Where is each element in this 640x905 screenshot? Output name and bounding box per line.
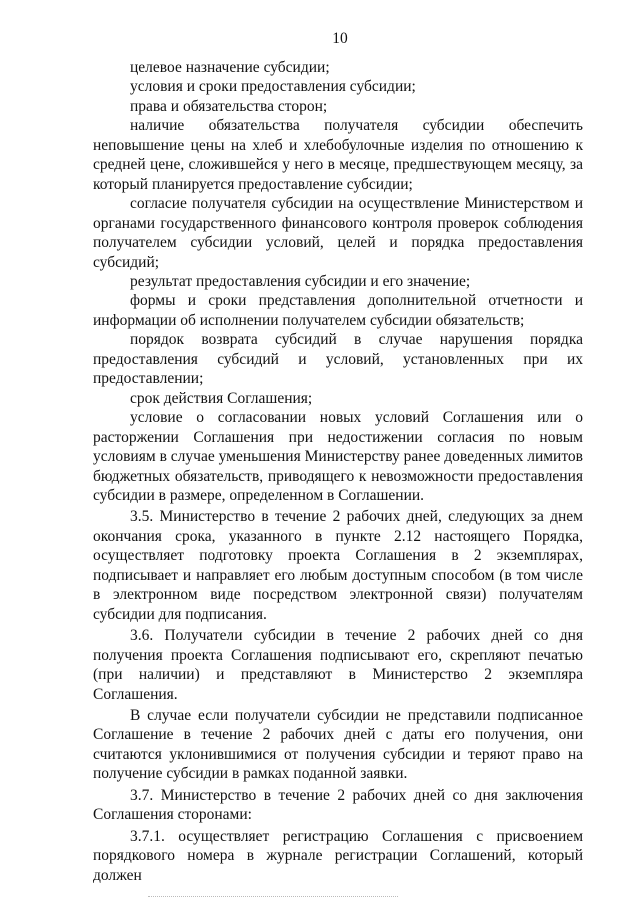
paragraph-non-submission: В случае если получатели субсидии не представили подписанное Соглашение в течение 2 рабочих дней с даты его получения, они считаются уклонившимися от получения субсидии и теряют право на получение субсидии в рамках поданной заявки. xyxy=(93,706,583,783)
paragraph-conditions-terms: условия и сроки предоставления субсидии; xyxy=(130,78,416,96)
page-number: 10 xyxy=(332,30,348,47)
scan-edge-line xyxy=(148,896,398,897)
paragraph-new-conditions: условие о согласовании новых условий Соглашения или о расторжении Соглашения при недостижении согласия по новым условиям в случае уменьшения Министерству ранее доведенных лимитов бюджетных обязательств, приводящего к невозможности предоставления субсидии в размере, определенном в Соглашении. xyxy=(93,409,583,504)
paragraph-result: результат предоставления субсидии и его значение; xyxy=(130,272,471,290)
paragraph-refund-procedure: порядок возврата субсидий в случае нарушения порядка предоставления субсидий и условий, установленных при их предоставлении; xyxy=(93,331,583,388)
paragraph-reporting: формы и сроки представления дополнительной отчетности и информации об исполнении получателем субсидии обязательств; xyxy=(93,292,583,329)
paragraph-consent-inspections: согласие получателя субсидии на осуществление Министерством и органами государственного финансового контроля проверок соблюдения получателем субсидии условий, целей и порядка предоставления субсидий; xyxy=(93,195,583,271)
paragraph-agreement-term: срок действия Соглашения; xyxy=(130,389,313,407)
paragraph-3-6: 3.6. Получатели субсидии в течение 2 рабочих дней со дня получения проекта Соглашения подписывают его, скрепляют печатью (при наличии) и представляют в Министерство 2 экземпляра Соглашения. xyxy=(93,627,583,703)
document-body xyxy=(93,58,583,885)
paragraph-3-7-1: 3.7.1. осуществляет регистрацию Соглашения с присвоением порядкового номера в журнале регистрации Соглашений, который должен xyxy=(93,827,583,884)
paragraph-rights-obligations: права и обязательства сторон; xyxy=(130,97,328,115)
paragraph-purpose: целевое назначение субсидии; xyxy=(130,59,330,76)
paragraph-3-5: 3.5. Министерство в течение 2 рабочих дней, следующих за днем окончания срока, указанного в пункте 2.12 настоящего Порядка, осуществляет подготовку проекта Соглашения в 2 экземплярах, подписывает и направляет его любым доступным способом (в том числе в электронном виде посредством электронной связи) получателям субсидии для подписания. xyxy=(93,508,583,623)
paragraph-3-7: 3.7. Министерство в течение 2 рабочих дней со дня заключения Соглашения сторонами: xyxy=(93,786,583,824)
paragraph-price-obligation: наличие обязательства получателя субсидии обеспечить неповышение цены на хлеб и хлебобулочные изделия по отношению к средней цене, сложившейся у него в месяце, предшествующем месяцу, за который планируется предоставление субсидии; xyxy=(93,117,583,193)
